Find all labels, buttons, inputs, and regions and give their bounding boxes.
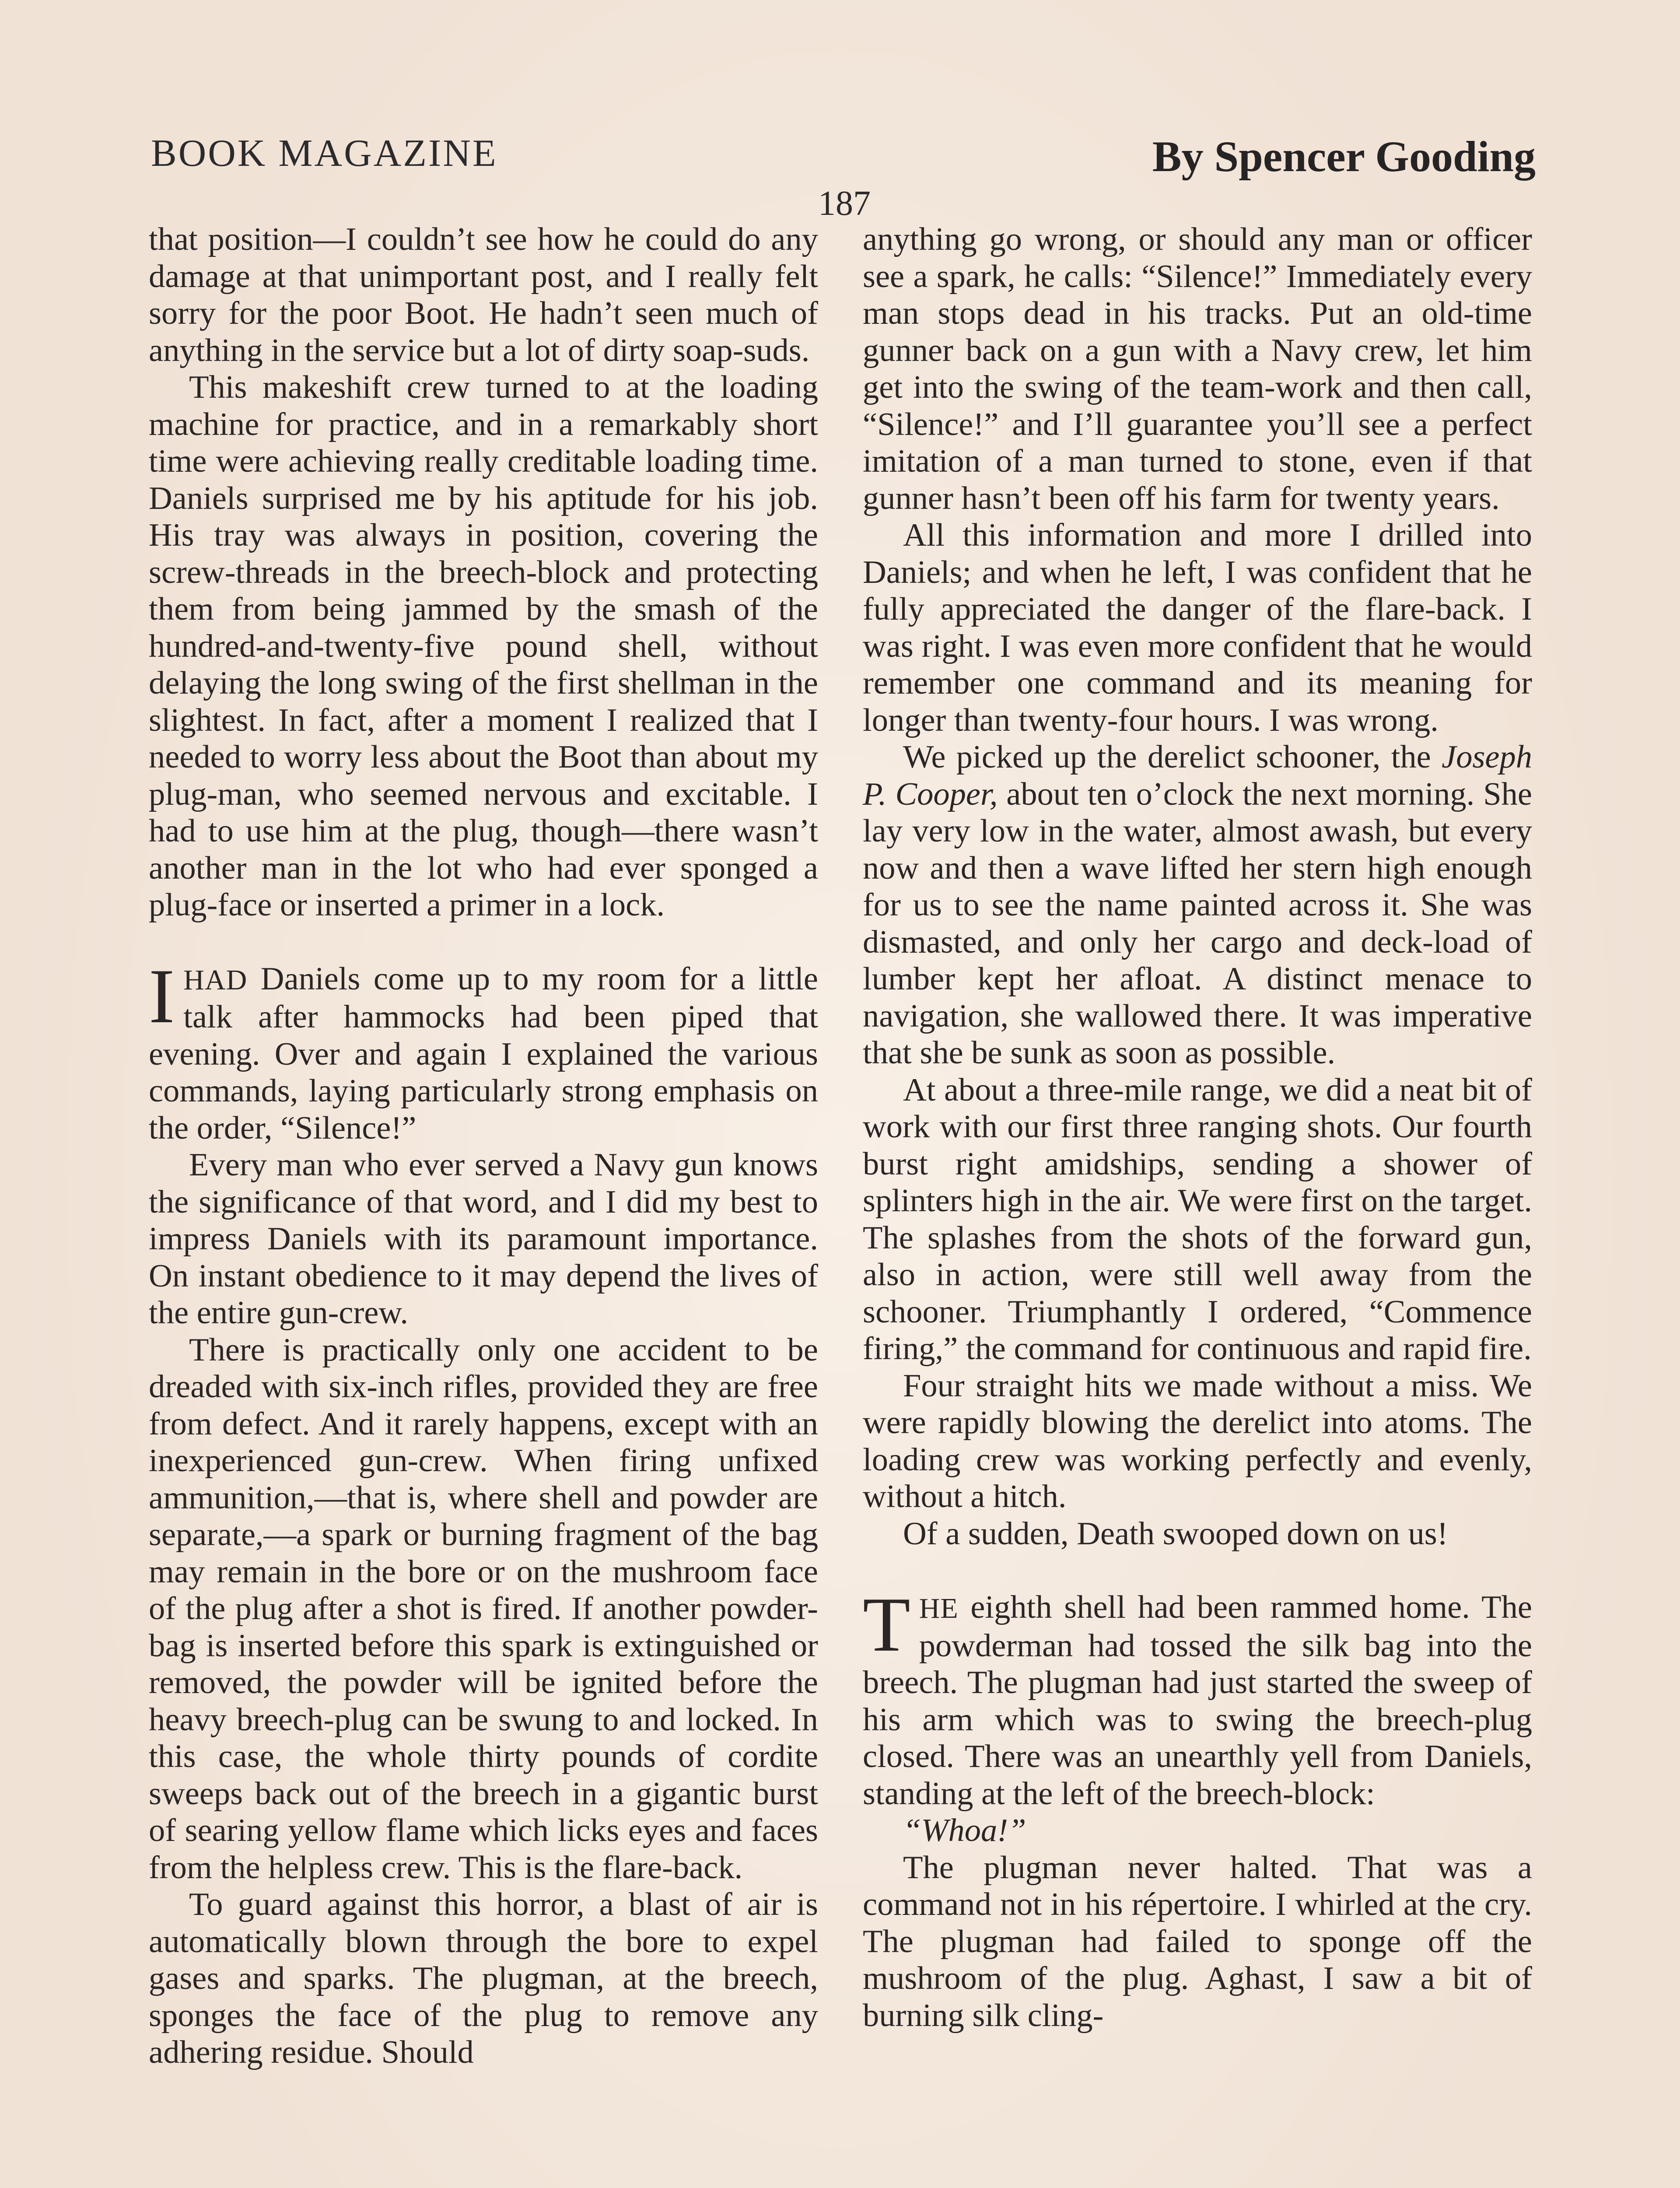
left-text-column (149, 221, 818, 2071)
paragraph: There is practically only one accident to be dreaded with six-inch rifles, provided they are free from defect. And it rarely happens, except with an inexperienced gun-crew. When firing unfixed ammunition,—that is, where shell and powder are separate,—a spark or burning fragment of the bag may remain in the bore or on the mushroom face of the plug after a shot is fired. If another powder-bag is inserted before this spark is extinguished or removed, the powder will be ignited before the heavy breech-plug can be swung to and locked. In this case, the whole thirty pounds of cordite sweeps back out of the breech in a gigantic burst of searing yellow flame which licks eyes and faces from the helpless crew. This is the flare-back. (149, 1332, 818, 1886)
paragraph: At about a three-mile range, we did a neat bit of work with our first three ranging shots. Our fourth burst right amidships, sending a shower of splinters high in the air. We were first on the target. The splashes from the shots of the forward gun, also in action, were still well away from the schooner. Triumphantly I ordered, “Commence firing,” the command for continuous and rapid fire. (863, 1072, 1532, 1367)
page-number: 187 (818, 184, 871, 223)
paragraph-text: eighth shell had been rammed home. The powderman had tossed the silk bag into the breech. The plugman had just started the sweep of his arm which was to swing the breech-plug closed. There was an unearthly yell from Daniels, standing at the left of the breech-block: (863, 1589, 1533, 1812)
paragraph-text: about ten o’clock the next morning. She lay very low in the water, almost awash, but every now and then a wave lifted her stern high enough for us to see the name painted across it. She was dismasted, and only her cargo and deck-load of lumber kept her afloat. A distinct menace to navigation, she wallowed there. It was imperative that she be sunk as soon as possible. (863, 776, 1532, 1071)
section-opening-paragraph (863, 1581, 1533, 1812)
drop-cap: I (149, 952, 175, 1039)
paragraph (863, 1812, 1532, 1849)
right-text-column (863, 221, 1532, 2034)
paragraph: To guard against this horror, a blast of air is automatically blown through the bore to expel gases and sparks. The plugman, at the breech, sponges the face of the plug to remove any adhering residue. Should (149, 1886, 818, 2070)
drop-cap: T (863, 1581, 910, 1668)
paragraph: This makeshift crew turned to at the loading machine for practice, and in a remarkably short time were achieving really creditable loading time. Daniels surprised me by his aptitude for his job. His tray was always in position, covering the screw-threads in the breech-block and protecting them from being jammed by the smash of the hundred-and-twenty-five pound shell, without delaying the long swing of the first shellman in the slightest. In fact, after a moment I realized that I needed to worry less about the Boot than about my plug-man, who seemed nervous and excitable. I had to use him at the plug, though—there wasn’t another man in the lot who had ever sponged a plug-face or inserted a primer in a lock. (149, 369, 818, 923)
paragraph-text: Daniels come up to my room for a little talk after hammocks had been piped that evening. Over and again I explained the various commands, laying particularly strong emphasis on the order, “Silence!” (149, 961, 819, 1146)
running-head-byline: By Spencer Gooding (1152, 132, 1536, 181)
section-opening-paragraph (149, 952, 819, 1147)
paragraph: All this information and more I drilled into Daniels; and when he left, I was confident that he fully appreciated the danger of the flare-back. I was right. I was even more confident that he would remember one command and its meaning for longer than twenty-four hours. I was wrong. (863, 517, 1532, 738)
ship-name: Joseph P. Cooper, (863, 739, 1533, 812)
paragraph: Of a sudden, Death swooped down on us! (903, 1515, 1448, 1552)
paragraph (863, 739, 1532, 1072)
paragraph: Four straight hits we made without a miss. We were rapidly blowing the derelict into atoms. The loading crew was working perfectly and evenly, without a hitch. (863, 1368, 1532, 1515)
paragraph: anything go wrong, or should any man or officer see a spark, he calls: “Silence!” Immediately every man stops dead in his tracks. Put an old-time gunner back on a gun with a Navy crew, let him get into the swing of the team-work and then call, “Silence!” and I’ll guarantee you’ll see a perfect imitation of a man turned to stone, even if that gunner hasn’t been off his farm for twenty years. (863, 221, 1532, 516)
running-head-magazine: BOOK MAGAZINE (151, 132, 498, 175)
paragraph: that position—I couldn’t see how he could do any damage at that unimportant post, and I really felt sorry for the poor Boot. He hadn’t seen much of anything in the service but a lot of dirty soap-suds. (149, 221, 818, 368)
paragraph-text: We picked up the derelict schooner, the (903, 739, 1431, 775)
small-caps-lead: HAD (183, 964, 248, 996)
exclamation: “Whoa!” (903, 1813, 1026, 1848)
paragraph: The plugman never halted. That was a command not in his répertoire. I whirled at the cry. The plugman had failed to sponge off the mushroom of the plug. Aghast, I saw a bit of burning silk cling- (863, 1849, 1532, 2034)
paragraph: Every man who ever served a Navy gun knows the significance of that word, and I did my best to impress Daniels with its paramount importance. On instant obedience to it may depend the lives of the entire gun-crew. (149, 1147, 818, 1331)
small-caps-lead: HE (919, 1592, 959, 1624)
